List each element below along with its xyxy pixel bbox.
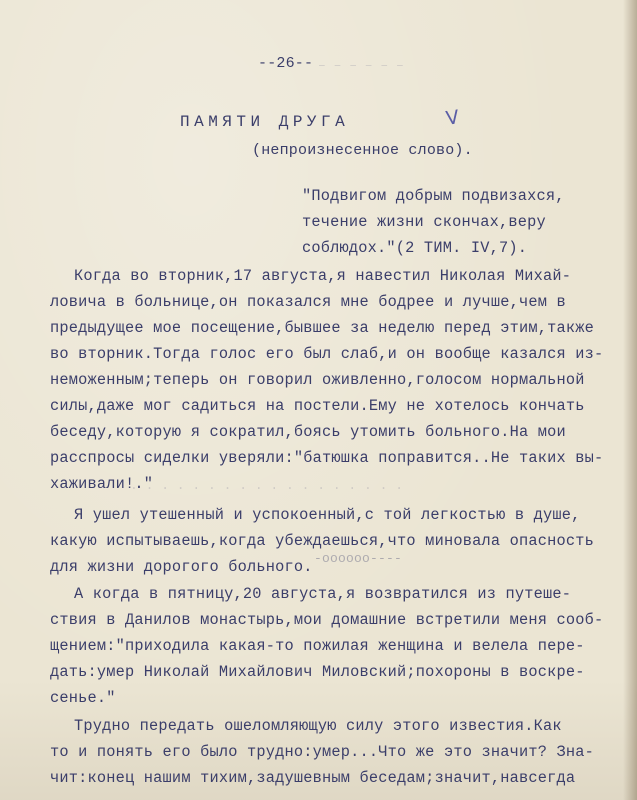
body-line: дать:умер Николай Михайлович Миловский;похороны в воскре- bbox=[50, 663, 585, 681]
body-line: ловича в больнице,он показался мне бодрее и лучше,чем в bbox=[50, 293, 566, 311]
body-line: силы,даже мог садиться на постели.Ему не хотелось кончать bbox=[50, 397, 585, 415]
body-line: щением:"приходила какая-то пожилая женщина и велела пере- bbox=[50, 637, 585, 655]
body-line: во вторник.Тогда голос его был слаб,и он вообще казался из- bbox=[50, 345, 604, 363]
bleed-through-text: . . . . . . . . . . . . . . . . . . bbox=[130, 478, 404, 493]
body-line: для жизни дорогого больного. bbox=[50, 558, 313, 576]
epigraph-line: "Подвигом добрым подвизахся, bbox=[302, 187, 565, 205]
body-line: расспросы сиделки уверяли:"батюшка поправится..Не таких вы- bbox=[50, 449, 604, 467]
body-line: Когда во вторник,17 августа,я навестил Николая Михай- bbox=[74, 267, 572, 285]
body-line: сенье." bbox=[50, 689, 116, 707]
body-line: А когда в пятницу,20 августа,я возвратился из путеше- bbox=[74, 585, 572, 603]
body-line: чит:конец нашим тихим,задушевным беседам;значит,навсегда bbox=[50, 769, 576, 787]
epigraph-line: течение жизни скончах,веру bbox=[302, 213, 546, 231]
section-separator: -oooooo---- bbox=[314, 551, 403, 566]
body-line: беседу,которую я сократил,боясь утомить больного.На мои bbox=[50, 423, 566, 441]
body-line: Трудно передать ошеломляющую силу этого известия.Как bbox=[74, 717, 562, 735]
body-line: какую испытываешь,когда убеждаешься,что миновала опасность bbox=[50, 532, 595, 550]
body-line: Я ушел утешенный и успокоенный,с той легкостью в душе, bbox=[74, 506, 581, 524]
body-line: то и понять его было трудно:умер...Что же это значит? Зна- bbox=[50, 743, 595, 761]
page-subtitle: (непроизнесенное слово). bbox=[252, 142, 473, 159]
body-line: предыдущее мое посещение,бывшее за неделю перед этим,также bbox=[50, 319, 595, 337]
body-line: ствия в Данилов монастырь,мои домашние встретили меня сооб- bbox=[50, 611, 604, 629]
body-line: хаживали!." bbox=[50, 475, 154, 493]
paper-edge-shadow bbox=[623, 0, 637, 800]
epigraph-line: соблюдох."(2 ТИМ. IV,7). bbox=[302, 239, 528, 257]
page-title: ПАМЯТИ ДРУГА bbox=[180, 113, 350, 131]
bleed-through-text: – – – – – – bbox=[318, 58, 404, 73]
body-line: неможенным;теперь он говорил оживленно,голосом нормальной bbox=[50, 371, 585, 389]
checkmark-annotation: V bbox=[444, 106, 461, 130]
page-number: --26-- bbox=[258, 55, 314, 72]
